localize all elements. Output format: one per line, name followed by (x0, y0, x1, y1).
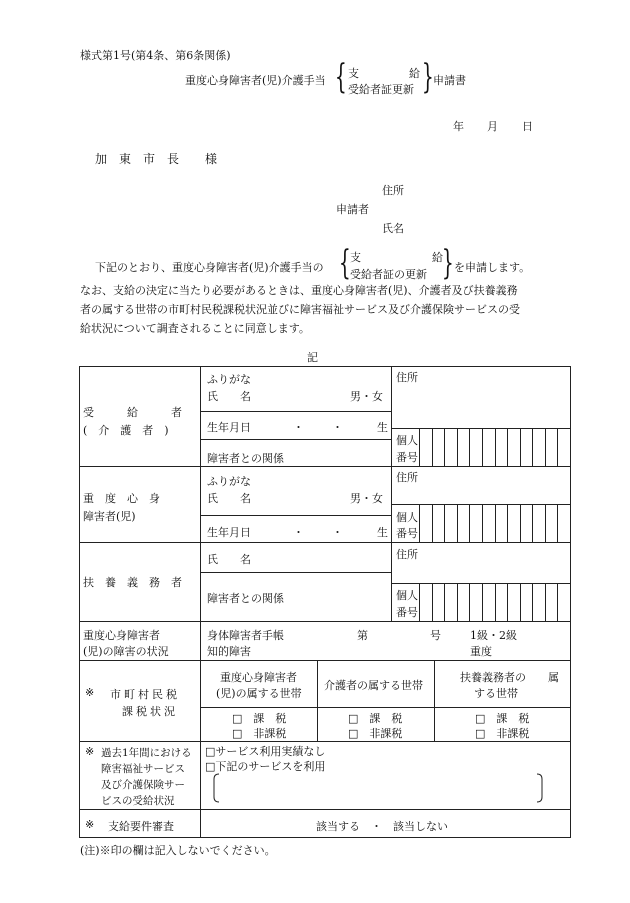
guardian-kojin-a: 個人 (396, 589, 418, 602)
kojin-digit-cell[interactable] (419, 428, 432, 466)
body-line4: 給状況について調査されることに同意します。 (80, 322, 310, 335)
guardian-address-label: 住所 (396, 548, 418, 561)
applicant-label: 申請者 (336, 203, 369, 216)
date-day: 日 (522, 120, 533, 133)
addressee-name: 加 東 市 長 (95, 152, 180, 166)
recipient-furigana: ふりがな (207, 373, 251, 386)
tax-col2-taxed[interactable]: □ 課 税 (348, 712, 403, 725)
disabled-label-b: 障害者(児) (83, 510, 136, 523)
kojin-digit-cell[interactable] (482, 428, 495, 466)
recipient-relation-label: 障害者との関係 (207, 452, 284, 465)
tax-col2: 介護者の属する世帯 (324, 679, 423, 692)
kojin-digit-cell[interactable] (457, 504, 470, 542)
disabled-birth-dot1: ・ (293, 526, 304, 539)
kojin-digit-cell[interactable] (495, 504, 508, 542)
tax-col3-taxed[interactable]: □ 課 税 (475, 712, 530, 725)
kojin-digit-cell[interactable] (545, 583, 558, 621)
disabled-label-a: 重 度 心 身 (83, 492, 160, 505)
guardian-kojin-b: 番号 (396, 606, 418, 619)
body-option-top-a: 支 (350, 251, 361, 264)
title-option-top-a: 支 (348, 67, 359, 80)
tax-col1-b: (児)の属する世帯 (216, 687, 302, 700)
addressee-honorific: 様 (205, 152, 218, 166)
kojin-digit-cell[interactable] (520, 504, 533, 542)
kojin-digit-cell[interactable] (432, 428, 445, 466)
service-label-a: 過去1年間における (101, 747, 192, 759)
disabled-name-label: 氏 名 (207, 492, 251, 505)
kojin-digit-cell[interactable] (532, 428, 545, 466)
disabled-gender: 男・女 (350, 492, 383, 505)
guardian-relation-label: 障害者との関係 (207, 592, 284, 605)
recipient-birth-dot2: ・ (332, 421, 343, 434)
guardian-label: 扶 養 義 務 者 (83, 576, 182, 589)
kojin-digit-cell[interactable] (495, 428, 508, 466)
kojin-digit-cell[interactable] (444, 583, 457, 621)
service-label-d: ビスの受給状況 (101, 795, 175, 807)
kojin-digit-cell[interactable] (507, 428, 520, 466)
applicant-name-label: 氏名 (382, 222, 404, 235)
kojin-digit-cell[interactable] (469, 583, 482, 621)
kojin-digit-cell[interactable] (457, 428, 470, 466)
service-option-none[interactable]: □サービス利用実績なし (205, 745, 326, 758)
recipient-birth-label: 生年月日 (207, 421, 251, 434)
recipient-gender: 男・女 (350, 390, 383, 403)
form-number: 様式第1号(第4条、第6条関係) (80, 49, 231, 62)
tax-label-b: 課税状況 (122, 705, 178, 718)
kojin-digit-cell[interactable] (520, 428, 533, 466)
disabled-address-label: 住所 (396, 471, 418, 484)
ki-heading: 記 (307, 351, 318, 364)
tax-col2-untaxed[interactable]: □ 非課税 (348, 727, 403, 740)
kojin-digit-cell[interactable] (545, 504, 558, 542)
service-label-b: 障害福祉サービス (101, 763, 185, 775)
kojin-digit-cell[interactable] (520, 583, 533, 621)
body-line1-prefix: 下記のとおり、重度心身障害者(児)介護手当の (95, 261, 324, 274)
recipient-name-label: 氏 名 (207, 390, 251, 403)
kojin-digit-cell[interactable] (495, 583, 508, 621)
disabled-kojin-a: 個人 (396, 511, 418, 524)
service-label-c: 及び介護保険サー (101, 779, 185, 791)
kojin-digit-cell[interactable] (507, 504, 520, 542)
tax-col3-a: 扶養義務者の 属 (460, 671, 559, 684)
body-brace-right: } (441, 243, 454, 283)
tax-mark: ※ (85, 686, 95, 699)
kojin-digit-cell[interactable] (557, 504, 570, 542)
applicant-address-label: 住所 (382, 184, 404, 197)
kojin-digit-cell[interactable] (532, 504, 545, 542)
kojin-digit-cell[interactable] (419, 504, 432, 542)
recipient-kojin-digits[interactable] (419, 428, 570, 466)
kojin-digit-cell[interactable] (507, 583, 520, 621)
main-table (79, 366, 571, 838)
title-brace-left: { (334, 57, 347, 97)
kojin-digit-cell[interactable] (457, 583, 470, 621)
guardian-kojin-digits[interactable] (419, 583, 570, 621)
kojin-digit-cell[interactable] (532, 583, 545, 621)
body-line2: なお、支給の決定に当たり必要があるときは、重度心身障害者(児)、介護者及び扶養義務 (80, 284, 518, 297)
status-intellectual: 知的障害 (207, 645, 251, 658)
kojin-digit-cell[interactable] (419, 583, 432, 621)
kojin-digit-cell[interactable] (545, 428, 558, 466)
recipient-birth-dot1: ・ (293, 421, 304, 434)
tax-col3-untaxed[interactable]: □ 非課税 (475, 727, 530, 740)
status-physical: 身体障害者手帳 (207, 629, 284, 642)
service-detail-field[interactable] (213, 773, 543, 803)
review-label: 支給要件審査 (108, 820, 174, 833)
title-suffix: 申請書 (433, 74, 466, 87)
service-detail-brackets (213, 773, 543, 803)
kojin-digit-cell[interactable] (469, 428, 482, 466)
kojin-digit-cell[interactable] (482, 504, 495, 542)
disabled-birth-suffix: 生 (377, 526, 388, 539)
body-brace-left: { (338, 243, 351, 283)
tax-col1-untaxed[interactable]: □ 非課税 (232, 727, 287, 740)
status-grade: 1級・2級 (470, 629, 517, 642)
recipient-kojin-b: 番号 (396, 451, 418, 464)
disabled-kojin-b: 番号 (396, 527, 418, 540)
review-mark: ※ (85, 818, 95, 831)
kojin-digit-cell[interactable] (444, 504, 457, 542)
status-severe: 重度 (470, 645, 492, 658)
service-option-used[interactable]: □下記のサービスを利用 (205, 760, 326, 773)
recipient-address-label: 住所 (396, 371, 418, 384)
kojin-digit-cell[interactable] (469, 504, 482, 542)
disabled-kojin-digits[interactable] (419, 504, 570, 542)
footnote: (注)※印の欄は記入しないでください。 (80, 844, 276, 857)
kojin-digit-cell[interactable] (482, 583, 495, 621)
tax-col1-taxed[interactable]: □ 課 税 (232, 712, 287, 725)
kojin-digit-cell[interactable] (432, 504, 445, 542)
disabled-furigana: ふりがな (207, 475, 251, 488)
title-prefix: 重度心身障害者(児)介護手当 (185, 74, 326, 87)
recipient-label-a: 受 給 者 (83, 406, 182, 419)
body-option-bottom: 受給者証の更新 (350, 268, 427, 281)
kojin-digit-cell[interactable] (557, 428, 570, 466)
recipient-kojin-a: 個人 (396, 434, 418, 447)
title-option-top-b: 給 (409, 67, 420, 80)
tax-label-a: 市町村民税 (110, 688, 180, 701)
body-line3: 者の属する世帯の市町村民税課税状況並びに障害福祉サービス及び介護保険サービスの受 (80, 303, 520, 316)
guardian-name-label: 氏 名 (207, 553, 251, 566)
kojin-digit-cell[interactable] (444, 428, 457, 466)
kojin-digit-cell[interactable] (557, 583, 570, 621)
recipient-label-b: ( 介 護 者 ) (83, 424, 169, 437)
title-option-bottom: 受給者証更新 (348, 83, 414, 96)
review-value[interactable]: 該当する ・ 該当しない (316, 820, 448, 833)
service-mark: ※ (85, 745, 95, 758)
status-label-b: (児)の障害の状況 (83, 645, 169, 658)
date-year: 年 (453, 120, 464, 133)
status-label-a: 重度心身障害者 (83, 629, 160, 642)
tax-col3-b: する世帯 (474, 687, 518, 700)
body-line1-suffix: を申請します。 (454, 261, 531, 274)
status-go: 号 (430, 629, 441, 642)
date-month: 月 (487, 120, 498, 133)
title-brace-right: } (421, 57, 434, 97)
recipient-birth-suffix: 生 (377, 421, 388, 434)
body-option-top-b: 給 (432, 251, 443, 264)
kojin-digit-cell[interactable] (432, 583, 445, 621)
tax-col1-a: 重度心身障害者 (220, 671, 297, 684)
disabled-birth-dot2: ・ (332, 526, 343, 539)
status-dai: 第 (357, 629, 368, 642)
disabled-birth-label: 生年月日 (207, 526, 251, 539)
